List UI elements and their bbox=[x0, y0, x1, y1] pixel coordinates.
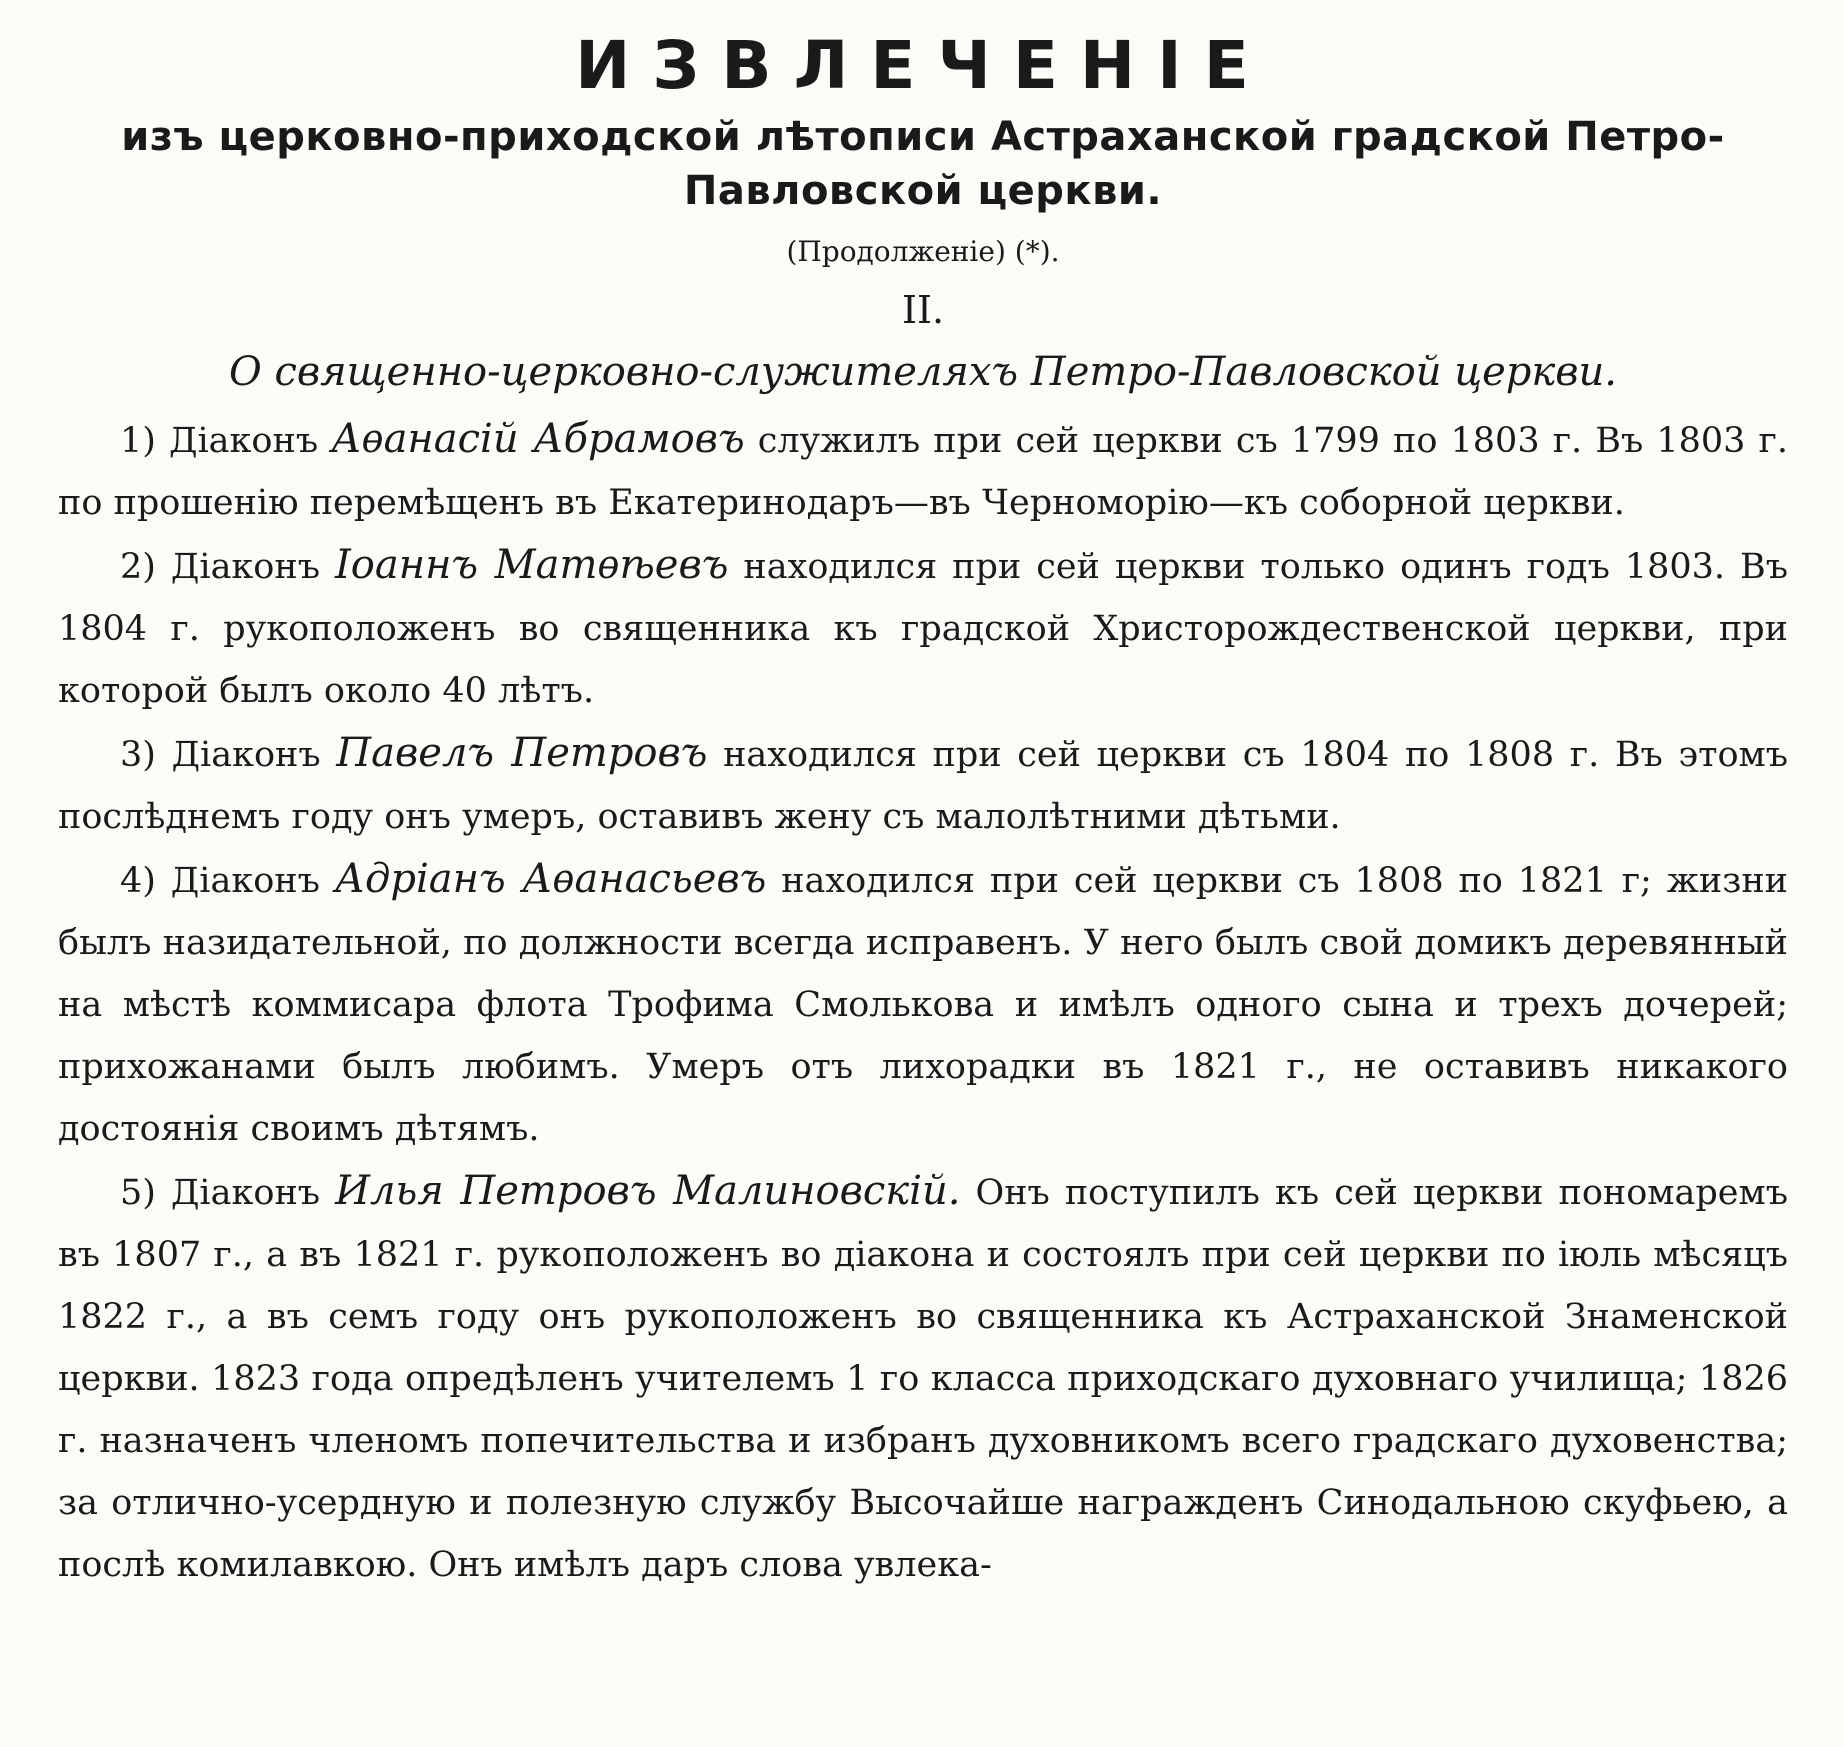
person-name: Павелъ Петровъ bbox=[336, 730, 708, 776]
paragraph-text: Онъ поступилъ къ сей церкви пономаремъ въ 1807 г., а въ 1821 г. рукоположенъ во діакона и состоялъ при сей церкви по іюль мѣсяцъ 1822 г., а въ семъ году онъ рукоположенъ во священника къ Астраханской Знаменской церкви. 1823 года опредѣленъ учителемъ 1 го класса приходскаго духовнаго училища; 1826 г. назначенъ членомъ попечительства и избранъ духовникомъ всего градскаго духовенства; за отлично-усердную и полезную службу Высочайше награжденъ Синодальною скуфьею, а послѣ комилавкою. Онъ имѣлъ даръ слова увлека- bbox=[58, 1173, 1788, 1585]
paragraph-text: находился при сей церкви съ 1804 по 1808 г. Въ этомъ послѣднемъ году онъ умеръ, оставивъ жену съ малолѣтними дѣтьми. bbox=[58, 735, 1789, 837]
paragraph-lead: 1) Діаконъ bbox=[120, 421, 332, 461]
paragraph-3 bbox=[58, 722, 1788, 848]
paragraph-text: находился при сей церкви только одинъ годъ 1803. Въ 1804 г. рукоположенъ во священника къ градской Христорождественской церкви, при которой былъ около 40 лѣтъ. bbox=[58, 547, 1789, 711]
paragraph-lead: 2) Діаконъ bbox=[120, 547, 335, 587]
paragraph-5 bbox=[58, 1160, 1788, 1596]
paragraph-lead: 5) Діаконъ bbox=[120, 1173, 336, 1213]
paragraph-text: служилъ при сей церкви съ 1799 по 1803 г. Въ 1803 г. по прошенію перемѣщенъ въ Екатеринодаръ—въ Черноморію—къ соборной церкви. bbox=[58, 421, 1789, 523]
continuation-note: (Продолженіе) (*). bbox=[786, 235, 1060, 268]
section-title: О священно-церковно-служителяхъ Петро-Павловской церкви. bbox=[228, 349, 1618, 395]
document-subtitle: изъ церковно-приходской лѣтописи Астраханской градской Петро-Павловской церкви. bbox=[121, 114, 1725, 214]
paragraph-lead: 4) Діаконъ bbox=[120, 861, 335, 901]
paragraph-lead: 3) Діаконъ bbox=[120, 735, 337, 775]
person-name: Аѳанасій Абрамовъ bbox=[331, 416, 745, 462]
paragraph-2 bbox=[58, 534, 1788, 722]
person-name: Илья Петровъ Малиновскій. bbox=[335, 1168, 961, 1214]
section-number: II. bbox=[901, 288, 945, 332]
paragraph-text: находился при сей церкви съ 1808 по 1821 г; жизни былъ назидательной, по должности всегда исправенъ. У него былъ свой домикъ деревянный на мѣстѣ коммисара флота Трофима Смолькова и имѣлъ одного сына и трехъ дочерей; прихожанами былъ любимъ. Умеръ отъ лихорадки въ 1821 г., не оставивъ никакого достоянія своимъ дѣтямъ. bbox=[58, 861, 1788, 1149]
paragraph-1 bbox=[58, 408, 1788, 534]
paragraph-4 bbox=[58, 848, 1788, 1160]
document-title: ИЗВЛЕЧЕНІЕ bbox=[575, 27, 1271, 104]
person-name: Адріанъ Аѳанасьевъ bbox=[334, 856, 767, 902]
person-name: Іоаннъ Матѳѣевъ bbox=[334, 542, 729, 588]
